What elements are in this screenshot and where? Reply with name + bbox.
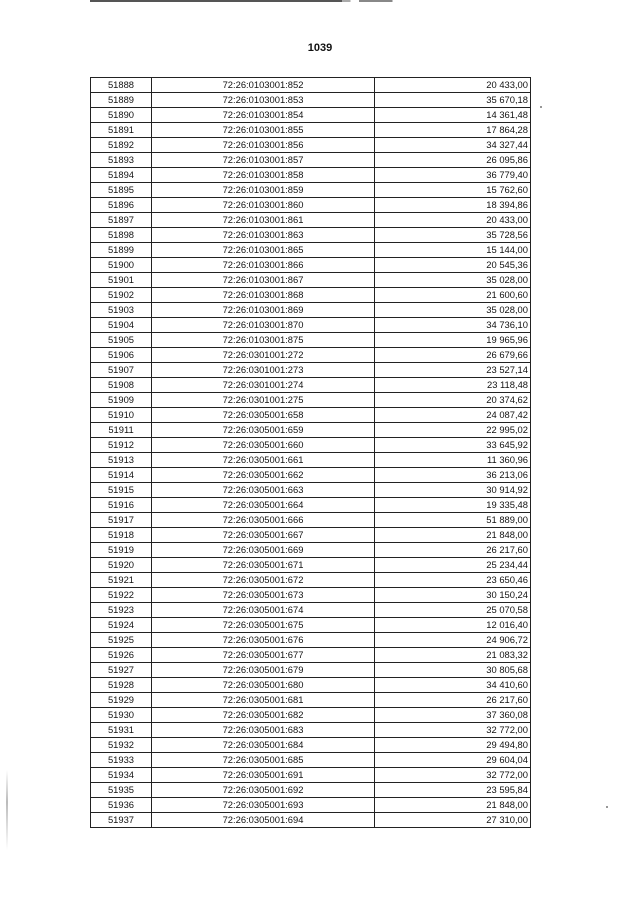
cadastral-number-cell: 72:26:0305001:691 <box>152 768 375 783</box>
cadastral-value-cell: 35 728,56 <box>375 228 531 243</box>
row-number-cell: 51921 <box>91 573 152 588</box>
row-number-cell: 51933 <box>91 753 152 768</box>
table-row <box>91 468 531 483</box>
row-number-cell: 51890 <box>91 108 152 123</box>
cadastral-value-cell: 23 118,48 <box>375 378 531 393</box>
cadastral-value-cell: 19 965,96 <box>375 333 531 348</box>
page-number: 1039 <box>307 42 333 54</box>
row-number-cell: 51894 <box>91 168 152 183</box>
cadastral-number-cell: 72:26:0305001:676 <box>152 633 375 648</box>
table-row <box>91 408 531 423</box>
scan-left-edge-mark <box>6 770 8 850</box>
cadastral-number-cell: 72:26:0103001:852 <box>152 78 375 93</box>
cadastral-value-cell: 20 433,00 <box>375 78 531 93</box>
cadastral-number-cell: 72:26:0305001:669 <box>152 543 375 558</box>
cadastral-value-cell: 30 914,92 <box>375 483 531 498</box>
row-number-cell: 51891 <box>91 123 152 138</box>
table-row <box>91 258 531 273</box>
row-number-cell: 51912 <box>91 438 152 453</box>
row-number-cell: 51897 <box>91 213 152 228</box>
cadastral-number-cell: 72:26:0305001:667 <box>152 528 375 543</box>
cadastral-number-cell: 72:26:0305001:681 <box>152 693 375 708</box>
table-row <box>91 378 531 393</box>
cadastral-value-cell: 26 095,86 <box>375 153 531 168</box>
cadastral-number-cell: 72:26:0305001:683 <box>152 723 375 738</box>
cadastral-number-cell: 72:26:0305001:664 <box>152 498 375 513</box>
cadastral-value-cell: 29 604,04 <box>375 753 531 768</box>
row-number-cell: 51915 <box>91 483 152 498</box>
table-row <box>91 423 531 438</box>
cadastral-number-cell: 72:26:0103001:854 <box>152 108 375 123</box>
row-number-cell: 51902 <box>91 288 152 303</box>
table-row <box>91 93 531 108</box>
row-number-cell: 51888 <box>91 78 152 93</box>
table-row <box>91 603 531 618</box>
cadastral-number-cell: 72:26:0305001:666 <box>152 513 375 528</box>
cadastral-value-cell: 35 028,00 <box>375 303 531 318</box>
cadastral-number-cell: 72:26:0103001:866 <box>152 258 375 273</box>
table-row <box>91 303 531 318</box>
cadastral-value-cell: 25 234,44 <box>375 558 531 573</box>
cadastral-value-cell: 19 335,48 <box>375 498 531 513</box>
cadastral-number-cell: 72:26:0103001:857 <box>152 153 375 168</box>
row-number-cell: 51927 <box>91 663 152 678</box>
table-row <box>91 183 531 198</box>
cadastral-number-cell: 72:26:0305001:672 <box>152 573 375 588</box>
cadastral-number-cell: 72:26:0305001:675 <box>152 618 375 633</box>
cadastral-number-cell: 72:26:0103001:865 <box>152 243 375 258</box>
cadastral-number-cell: 72:26:0103001:859 <box>152 183 375 198</box>
table-row <box>91 348 531 363</box>
row-number-cell: 51907 <box>91 363 152 378</box>
cadastral-number-cell: 72:26:0305001:693 <box>152 798 375 813</box>
row-number-cell: 51903 <box>91 303 152 318</box>
row-number-cell: 51898 <box>91 228 152 243</box>
cadastral-value-cell: 17 864,28 <box>375 123 531 138</box>
row-number-cell: 51934 <box>91 768 152 783</box>
table-row <box>91 633 531 648</box>
table-row <box>91 273 531 288</box>
row-number-cell: 51893 <box>91 153 152 168</box>
cadastral-number-cell: 72:26:0305001:662 <box>152 468 375 483</box>
cadastral-value-cell: 15 762,60 <box>375 183 531 198</box>
cadastral-value-cell: 20 545,36 <box>375 258 531 273</box>
table-row <box>91 693 531 708</box>
scan-speck <box>606 806 608 808</box>
table-row <box>91 138 531 153</box>
cadastral-value-cell: 24 087,42 <box>375 408 531 423</box>
row-number-cell: 51911 <box>91 423 152 438</box>
row-number-cell: 51918 <box>91 528 152 543</box>
row-number-cell: 51919 <box>91 543 152 558</box>
cadastral-number-cell: 72:26:0305001:673 <box>152 588 375 603</box>
table-row <box>91 363 531 378</box>
cadastral-number-cell: 72:26:0305001:661 <box>152 453 375 468</box>
table-row <box>91 738 531 753</box>
cadastral-value-cell: 21 848,00 <box>375 798 531 813</box>
cadastral-value-cell: 26 217,60 <box>375 543 531 558</box>
cadastral-value-cell: 30 150,24 <box>375 588 531 603</box>
row-number-cell: 51929 <box>91 693 152 708</box>
cadastral-number-cell: 72:26:0301001:274 <box>152 378 375 393</box>
row-number-cell: 51935 <box>91 783 152 798</box>
cadastral-number-cell: 72:26:0103001:868 <box>152 288 375 303</box>
table-row <box>91 153 531 168</box>
cadastral-value-cell: 23 595,84 <box>375 783 531 798</box>
row-number-cell: 51930 <box>91 708 152 723</box>
cadastral-number-cell: 72:26:0103001:855 <box>152 123 375 138</box>
row-number-cell: 51914 <box>91 468 152 483</box>
cadastral-value-cell: 24 906,72 <box>375 633 531 648</box>
row-number-cell: 51892 <box>91 138 152 153</box>
row-number-cell: 51937 <box>91 813 152 828</box>
cadastral-value-cell: 36 779,40 <box>375 168 531 183</box>
row-number-cell: 51901 <box>91 273 152 288</box>
cadastral-value-cell: 23 650,46 <box>375 573 531 588</box>
table-row <box>91 558 531 573</box>
table-row <box>91 648 531 663</box>
row-number-cell: 51924 <box>91 618 152 633</box>
table-row <box>91 783 531 798</box>
cadastral-number-cell: 72:26:0305001:680 <box>152 678 375 693</box>
table-row <box>91 498 531 513</box>
cadastral-value-cell: 18 394,86 <box>375 198 531 213</box>
table-row <box>91 453 531 468</box>
table-row <box>91 288 531 303</box>
table-row <box>91 228 531 243</box>
cadastral-number-cell: 72:26:0305001:692 <box>152 783 375 798</box>
table-row <box>91 318 531 333</box>
cadastral-value-cell: 30 805,68 <box>375 663 531 678</box>
cadastral-number-cell: 72:26:0103001:853 <box>152 93 375 108</box>
cadastral-value-cell: 32 772,00 <box>375 768 531 783</box>
row-number-cell: 51909 <box>91 393 152 408</box>
row-number-cell: 51916 <box>91 498 152 513</box>
table-row <box>91 513 531 528</box>
cadastral-number-cell: 72:26:0305001:671 <box>152 558 375 573</box>
table-row <box>91 333 531 348</box>
table-row <box>91 168 531 183</box>
row-number-cell: 51899 <box>91 243 152 258</box>
cadastral-value-cell: 29 494,80 <box>375 738 531 753</box>
cadastral-number-cell: 72:26:0305001:684 <box>152 738 375 753</box>
row-number-cell: 51908 <box>91 378 152 393</box>
cadastral-value-cell: 21 083,32 <box>375 648 531 663</box>
cadastral-number-cell: 72:26:0305001:663 <box>152 483 375 498</box>
scan-top-edge <box>90 0 510 2</box>
row-number-cell: 51917 <box>91 513 152 528</box>
cadastral-value-cell: 37 360,08 <box>375 708 531 723</box>
row-number-cell: 51928 <box>91 678 152 693</box>
cadastral-number-cell: 72:26:0305001:694 <box>152 813 375 828</box>
row-number-cell: 51936 <box>91 798 152 813</box>
table-row <box>91 678 531 693</box>
cadastral-number-cell: 72:26:0103001:856 <box>152 138 375 153</box>
cadastral-number-cell: 72:26:0103001:863 <box>152 228 375 243</box>
table-row <box>91 528 531 543</box>
cadastral-value-cell: 23 527,14 <box>375 363 531 378</box>
row-number-cell: 51932 <box>91 738 152 753</box>
table-body <box>91 78 531 828</box>
cadastral-number-cell: 72:26:0305001:682 <box>152 708 375 723</box>
cadastral-number-cell: 72:26:0305001:658 <box>152 408 375 423</box>
cadastral-number-cell: 72:26:0305001:674 <box>152 603 375 618</box>
cadastral-number-cell: 72:26:0305001:677 <box>152 648 375 663</box>
table-row <box>91 753 531 768</box>
row-number-cell: 51904 <box>91 318 152 333</box>
cadastral-number-cell: 72:26:0305001:685 <box>152 753 375 768</box>
cadastral-number-cell: 72:26:0305001:660 <box>152 438 375 453</box>
table-row <box>91 543 531 558</box>
cadastral-value-cell: 51 889,00 <box>375 513 531 528</box>
cadastral-value-cell: 15 144,00 <box>375 243 531 258</box>
cadastral-number-cell: 72:26:0103001:867 <box>152 273 375 288</box>
table-row <box>91 798 531 813</box>
cadastral-value-cell: 35 028,00 <box>375 273 531 288</box>
cadastral-value-cell: 20 433,00 <box>375 213 531 228</box>
cadastral-value-cell: 21 600,60 <box>375 288 531 303</box>
row-number-cell: 51925 <box>91 633 152 648</box>
scan-speck <box>540 106 542 108</box>
cadastral-number-cell: 72:26:0103001:875 <box>152 333 375 348</box>
cadastral-value-cell: 25 070,58 <box>375 603 531 618</box>
cadastral-number-cell: 72:26:0103001:861 <box>152 213 375 228</box>
table-row <box>91 573 531 588</box>
row-number-cell: 51900 <box>91 258 152 273</box>
cadastral-number-cell: 72:26:0305001:659 <box>152 423 375 438</box>
cadastral-value-cell: 11 360,96 <box>375 453 531 468</box>
cadastral-number-cell: 72:26:0103001:869 <box>152 303 375 318</box>
row-number-cell: 51905 <box>91 333 152 348</box>
cadastral-number-cell: 72:26:0103001:860 <box>152 198 375 213</box>
row-number-cell: 51931 <box>91 723 152 738</box>
table-row <box>91 198 531 213</box>
row-number-cell: 51896 <box>91 198 152 213</box>
cadastral-value-cell: 27 310,00 <box>375 813 531 828</box>
cadastral-value-cell: 34 327,44 <box>375 138 531 153</box>
table-row <box>91 588 531 603</box>
row-number-cell: 51922 <box>91 588 152 603</box>
table-row <box>91 123 531 138</box>
cadastral-value-cell: 34 736,10 <box>375 318 531 333</box>
row-number-cell: 51895 <box>91 183 152 198</box>
cadastral-value-cell: 12 016,40 <box>375 618 531 633</box>
cadastral-value-cell: 21 848,00 <box>375 528 531 543</box>
table-row <box>91 708 531 723</box>
table-row <box>91 618 531 633</box>
table-row <box>91 768 531 783</box>
table-row <box>91 243 531 258</box>
table-row <box>91 438 531 453</box>
row-number-cell: 51926 <box>91 648 152 663</box>
cadastral-number-cell: 72:26:0103001:858 <box>152 168 375 183</box>
row-number-cell: 51920 <box>91 558 152 573</box>
cadastral-value-cell: 36 213,06 <box>375 468 531 483</box>
cadastral-value-cell: 22 995,02 <box>375 423 531 438</box>
table-row <box>91 393 531 408</box>
cadastral-value-cell: 26 679,66 <box>375 348 531 363</box>
cadastral-value-cell: 26 217,60 <box>375 693 531 708</box>
cadastral-number-cell: 72:26:0301001:273 <box>152 363 375 378</box>
cadastral-value-cell: 34 410,60 <box>375 678 531 693</box>
table-row <box>91 78 531 93</box>
cadastral-number-cell: 72:26:0301001:272 <box>152 348 375 363</box>
table-row <box>91 663 531 678</box>
cadastral-value-cell: 32 772,00 <box>375 723 531 738</box>
cadastral-value-cell: 20 374,62 <box>375 393 531 408</box>
table-row <box>91 723 531 738</box>
cadastral-number-cell: 72:26:0305001:679 <box>152 663 375 678</box>
row-number-cell: 51923 <box>91 603 152 618</box>
cadastral-number-cell: 72:26:0103001:870 <box>152 318 375 333</box>
cadastral-number-cell: 72:26:0301001:275 <box>152 393 375 408</box>
row-number-cell: 51910 <box>91 408 152 423</box>
row-number-cell: 51913 <box>91 453 152 468</box>
table-row <box>91 483 531 498</box>
cadastral-value-cell: 33 645,92 <box>375 438 531 453</box>
table-row <box>91 108 531 123</box>
cadastral-value-cell: 35 670,18 <box>375 93 531 108</box>
cadastral-value-cell: 14 361,48 <box>375 108 531 123</box>
row-number-cell: 51906 <box>91 348 152 363</box>
cadastral-value-table <box>90 77 531 828</box>
table-row <box>91 213 531 228</box>
table-row <box>91 813 531 828</box>
row-number-cell: 51889 <box>91 93 152 108</box>
